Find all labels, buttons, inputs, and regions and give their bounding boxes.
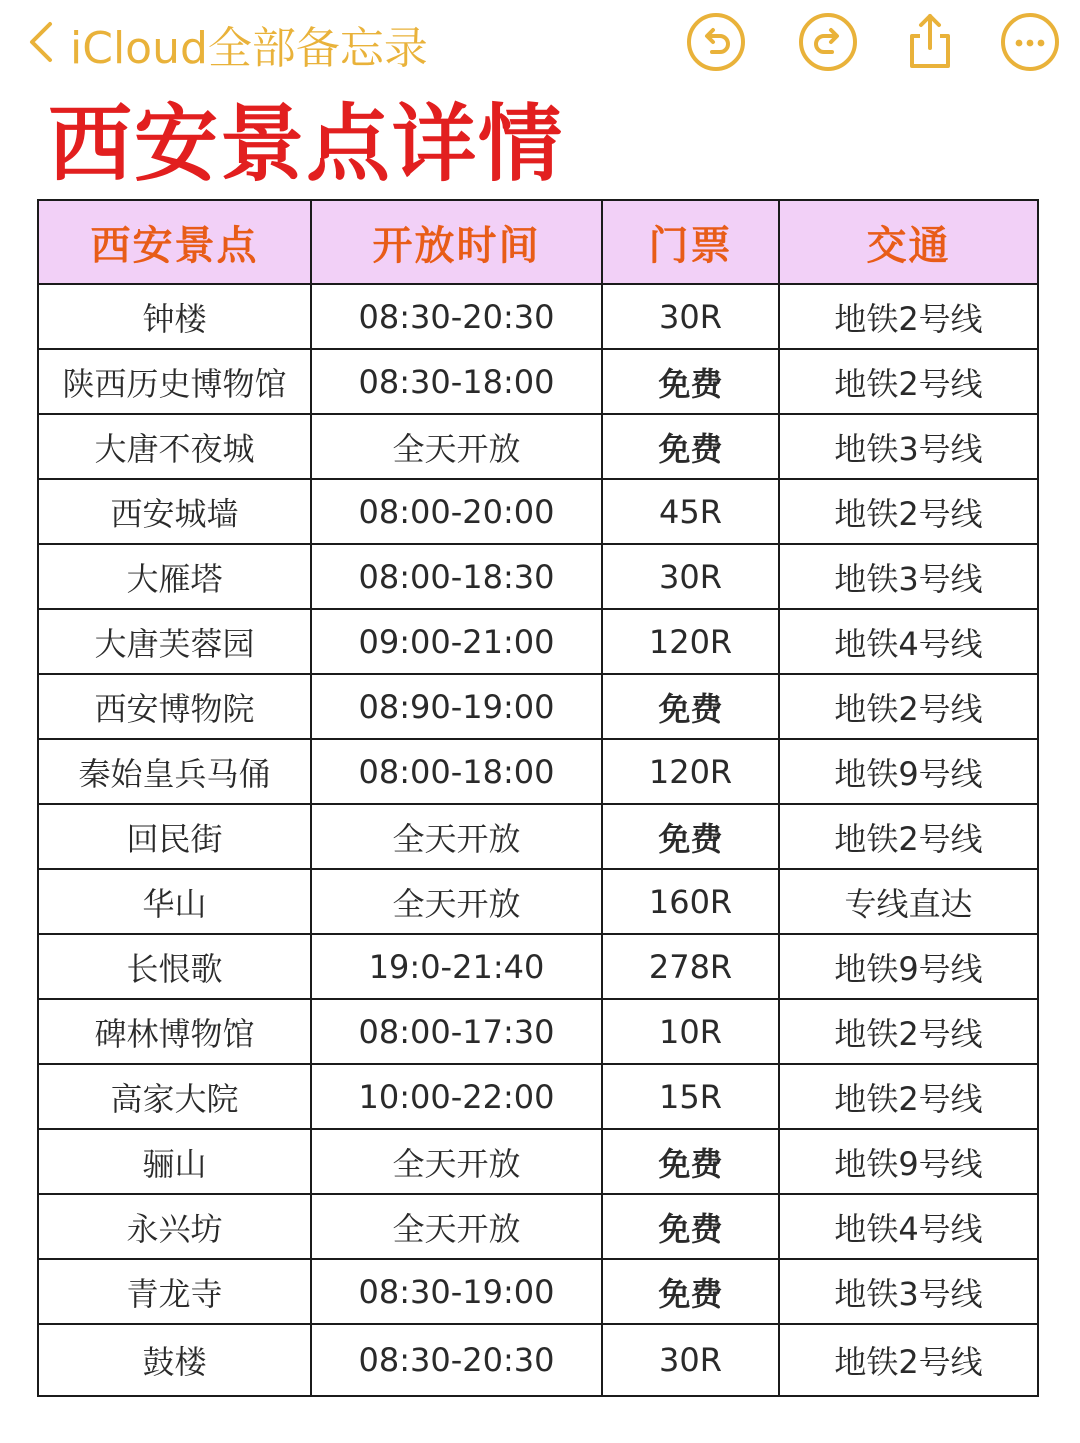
cell-transit: 地铁3号线 [779, 414, 1038, 479]
cell-spot: 青龙寺 [38, 1259, 311, 1324]
redo-icon [798, 12, 858, 72]
table-row [38, 414, 1038, 479]
cell-spot: 回民街 [38, 804, 311, 869]
cell-spot: 永兴坊 [38, 1194, 311, 1259]
cell-ticket: 免费 [602, 674, 779, 739]
cell-transit: 地铁9号线 [779, 739, 1038, 804]
cell-transit: 地铁2号线 [779, 479, 1038, 544]
cell-transit: 地铁4号线 [779, 609, 1038, 674]
cell-ticket: 30R [602, 1324, 779, 1396]
table-row [38, 544, 1038, 609]
cell-hours: 08:00-18:00 [311, 739, 602, 804]
table-header-row [38, 200, 1038, 284]
more-button[interactable] [1000, 12, 1060, 72]
redo-button[interactable] [798, 12, 858, 72]
cell-transit: 地铁9号线 [779, 934, 1038, 999]
cell-hours: 全天开放 [311, 414, 602, 479]
back-button[interactable] [26, 16, 428, 72]
cell-transit: 地铁2号线 [779, 1064, 1038, 1129]
cell-ticket: 160R [602, 869, 779, 934]
cell-hours: 10:00-22:00 [311, 1064, 602, 1129]
cell-transit: 地铁2号线 [779, 284, 1038, 349]
table-row [38, 349, 1038, 414]
cell-spot: 长恨歌 [38, 934, 311, 999]
cell-spot: 陕西历史博物馆 [38, 349, 311, 414]
cell-hours: 08:30-20:30 [311, 284, 602, 349]
cell-spot: 高家大院 [38, 1064, 311, 1129]
cell-ticket: 30R [602, 284, 779, 349]
cell-spot: 大雁塔 [38, 544, 311, 609]
cell-ticket: 10R [602, 999, 779, 1064]
cell-transit: 地铁3号线 [779, 544, 1038, 609]
table-row [38, 1129, 1038, 1194]
cell-hours: 08:30-19:00 [311, 1259, 602, 1324]
header-spot: 西安景点 [38, 200, 311, 284]
attractions-table [37, 199, 1039, 1397]
cell-ticket: 免费 [602, 804, 779, 869]
note-title: 西安景点详情 [48, 95, 565, 193]
more-icon [1000, 12, 1060, 72]
cell-transit: 地铁2号线 [779, 349, 1038, 414]
cell-ticket: 免费 [602, 1194, 779, 1259]
cell-hours: 全天开放 [311, 804, 602, 869]
table-row [38, 1324, 1038, 1396]
cell-ticket: 120R [602, 739, 779, 804]
cell-ticket: 免费 [602, 1259, 779, 1324]
chevron-left-icon [26, 20, 56, 68]
cell-spot: 大唐不夜城 [38, 414, 311, 479]
cell-hours: 08:00-18:30 [311, 544, 602, 609]
cell-hours: 19:0-21:40 [311, 934, 602, 999]
undo-button[interactable] [686, 12, 746, 72]
cell-ticket: 278R [602, 934, 779, 999]
table-row [38, 739, 1038, 804]
cell-ticket: 45R [602, 479, 779, 544]
cell-spot: 华山 [38, 869, 311, 934]
share-icon [900, 12, 960, 72]
notes-toolbar [0, 0, 1080, 90]
cell-hours: 全天开放 [311, 1129, 602, 1194]
cell-spot: 西安博物院 [38, 674, 311, 739]
cell-ticket: 15R [602, 1064, 779, 1129]
cell-spot: 大唐芙蓉园 [38, 609, 311, 674]
cell-spot: 碑林博物馆 [38, 999, 311, 1064]
cell-hours: 全天开放 [311, 1194, 602, 1259]
cell-transit: 专线直达 [779, 869, 1038, 934]
header-ticket: 门票 [602, 200, 779, 284]
cell-ticket: 免费 [602, 349, 779, 414]
table-row [38, 869, 1038, 934]
back-label: iCloud全部备忘录 [70, 23, 428, 74]
table-row [38, 479, 1038, 544]
cell-spot: 骊山 [38, 1129, 311, 1194]
cell-hours: 08:30-18:00 [311, 349, 602, 414]
cell-transit: 地铁4号线 [779, 1194, 1038, 1259]
table-row [38, 609, 1038, 674]
cell-ticket: 30R [602, 544, 779, 609]
table-row [38, 1194, 1038, 1259]
cell-ticket: 免费 [602, 414, 779, 479]
cell-hours: 全天开放 [311, 869, 602, 934]
cell-transit: 地铁2号线 [779, 674, 1038, 739]
table-row [38, 1259, 1038, 1324]
table-row [38, 1064, 1038, 1129]
cell-ticket: 免费 [602, 1129, 779, 1194]
cell-transit: 地铁9号线 [779, 1129, 1038, 1194]
cell-hours: 08:00-17:30 [311, 999, 602, 1064]
cell-spot: 秦始皇兵马俑 [38, 739, 311, 804]
cell-hours: 08:00-20:00 [311, 479, 602, 544]
cell-spot: 西安城墙 [38, 479, 311, 544]
header-transit: 交通 [779, 200, 1038, 284]
cell-transit: 地铁2号线 [779, 804, 1038, 869]
cell-transit: 地铁2号线 [779, 999, 1038, 1064]
cell-hours: 08:90-19:00 [311, 674, 602, 739]
cell-spot: 钟楼 [38, 284, 311, 349]
table-row [38, 934, 1038, 999]
undo-icon [686, 12, 746, 72]
share-button[interactable] [900, 12, 960, 72]
table-row [38, 804, 1038, 869]
table-row [38, 999, 1038, 1064]
cell-transit: 地铁2号线 [779, 1324, 1038, 1396]
cell-transit: 地铁3号线 [779, 1259, 1038, 1324]
header-hours: 开放时间 [311, 200, 602, 284]
table-row [38, 674, 1038, 739]
cell-hours: 09:00-21:00 [311, 609, 602, 674]
cell-hours: 08:30-20:30 [311, 1324, 602, 1396]
cell-ticket: 120R [602, 609, 779, 674]
table-row [38, 284, 1038, 349]
cell-spot: 鼓楼 [38, 1324, 311, 1396]
